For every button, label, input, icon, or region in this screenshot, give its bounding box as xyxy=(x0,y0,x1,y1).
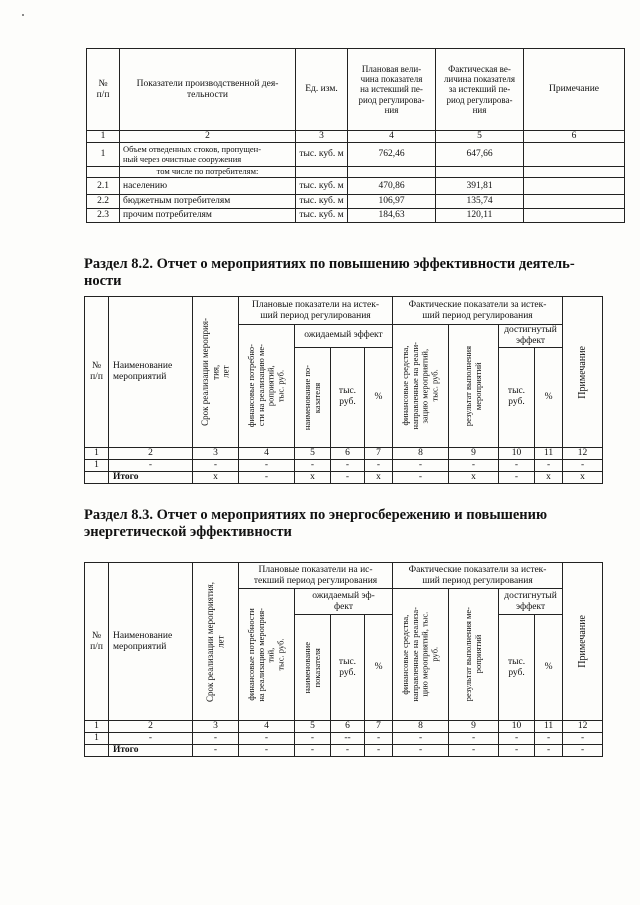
numbering-row xyxy=(85,447,603,459)
cell: - xyxy=(365,459,393,471)
numbering-cell: 2 xyxy=(109,721,193,733)
cell: - xyxy=(193,732,239,744)
efficiency-measures-table xyxy=(84,296,603,484)
numbering-cell: 9 xyxy=(449,721,499,733)
numbering-cell: 5 xyxy=(295,447,331,459)
total-row xyxy=(85,471,603,483)
numbering-cell: 5 xyxy=(436,131,524,143)
row-actual xyxy=(436,167,524,178)
col-rub-header: тыс. руб. xyxy=(331,347,365,447)
numbering-cell: 8 xyxy=(393,447,449,459)
numbering-cell: 2 xyxy=(120,131,296,143)
col-note-header: Примечание xyxy=(524,49,625,131)
cell: - xyxy=(295,744,331,756)
cell: - xyxy=(239,459,295,471)
term-header-text: Срок реализации мероприя- тия, лет xyxy=(199,318,231,426)
row-name: Объем отведенных стоков, пропущен- ный через очистные сооружения xyxy=(120,143,296,167)
cell: - xyxy=(393,744,449,756)
cell: - xyxy=(239,744,295,756)
cell: - xyxy=(563,732,603,744)
total-label: Итого xyxy=(109,744,193,756)
numbering-cell: 12 xyxy=(563,447,603,459)
cell: x xyxy=(535,471,563,483)
cell: - xyxy=(365,732,393,744)
row-name: том числе по потребителям: xyxy=(120,167,296,178)
table-header-row xyxy=(87,49,625,131)
row-note xyxy=(524,178,625,195)
numbering-cell: 3 xyxy=(193,447,239,459)
row-planned: 106,97 xyxy=(348,195,436,209)
numbering-cell: 2 xyxy=(109,447,193,459)
col-fin-spent-header xyxy=(393,589,449,721)
cell: - xyxy=(499,459,535,471)
cell: - xyxy=(449,744,499,756)
result-header-text: результат выполнения мероприятий xyxy=(462,345,483,426)
numbering-cell: 4 xyxy=(239,447,295,459)
achieved-effect-header: достигнутый эффект xyxy=(499,325,563,348)
numbering-row xyxy=(85,721,603,733)
note-header-text: Примечание xyxy=(576,345,588,399)
row-planned: 470,86 xyxy=(348,178,436,195)
numbering-cell: 1 xyxy=(85,721,109,733)
cell: - xyxy=(331,459,365,471)
table-row xyxy=(87,209,625,223)
cell: x xyxy=(295,471,331,483)
cell: x xyxy=(193,471,239,483)
numbering-cell: 6 xyxy=(524,131,625,143)
row-num: 2.3 xyxy=(87,209,120,223)
numbering-cell: 11 xyxy=(535,721,563,733)
term-header-text: Срок реализации мероприятия, лет xyxy=(205,581,226,702)
table-row xyxy=(85,459,603,471)
numbering-cell: 6 xyxy=(331,447,365,459)
cell: - xyxy=(109,732,193,744)
numbering-cell: 10 xyxy=(499,721,535,733)
cell: - xyxy=(393,732,449,744)
row-num xyxy=(87,167,120,178)
cell: - xyxy=(109,459,193,471)
numbering-cell: 4 xyxy=(239,721,295,733)
col-actual-header: Фактическая ве- личина показателя за истекший пе- риод регулирова- ния xyxy=(436,49,524,131)
cell: - xyxy=(365,744,393,756)
numbering-cell: 1 xyxy=(85,447,109,459)
table-row xyxy=(87,167,625,178)
cell: - xyxy=(449,459,499,471)
row-actual: 647,66 xyxy=(436,143,524,167)
cell: - xyxy=(193,459,239,471)
col-num-header: № п/п xyxy=(85,297,109,448)
result-header-text: результат выполнения ме- роприятий xyxy=(462,607,483,702)
cell: - xyxy=(331,471,365,483)
row-planned: 762,46 xyxy=(348,143,436,167)
col-rub-header: тыс. руб. xyxy=(331,615,365,721)
numbering-cell: 10 xyxy=(499,447,535,459)
cell: x xyxy=(563,471,603,483)
col-note-header xyxy=(563,297,603,448)
cell: - xyxy=(449,732,499,744)
row-planned: 184,63 xyxy=(348,209,436,223)
production-indicators-table xyxy=(86,48,625,223)
col-result-header xyxy=(449,325,499,448)
row-name: населению xyxy=(120,178,296,195)
ind-name-header-text: наименование по- казателя xyxy=(301,364,322,430)
section-8-2-title: Раздел 8.2. Отчет о мероприятиях по повышению эффективности деятель- ности xyxy=(84,256,575,289)
numbering-cell: 3 xyxy=(296,131,348,143)
row-unit: тыс. куб. м xyxy=(296,195,348,209)
numbering-cell: 11 xyxy=(535,447,563,459)
numbering-cell: 1 xyxy=(87,131,120,143)
cell: - xyxy=(535,732,563,744)
total-row xyxy=(85,744,603,756)
energy-saving-measures-table xyxy=(84,562,603,757)
row-name: прочим потребителям xyxy=(120,209,296,223)
numbering-cell: 7 xyxy=(365,721,393,733)
row-name: бюджетным потребителям xyxy=(120,195,296,209)
note-header-text: Примечание xyxy=(576,615,588,668)
cell: - xyxy=(535,744,563,756)
planned-group-header: Плановые показатели на истек- ший период регулирования xyxy=(239,297,393,325)
table-header-row xyxy=(85,563,603,589)
cell: - xyxy=(239,471,295,483)
col-rub2-header: тыс. руб. xyxy=(499,615,535,721)
numbering-cell: 12 xyxy=(563,721,603,733)
col-pct2-header: % xyxy=(535,347,563,447)
row-note xyxy=(524,167,625,178)
cell: - xyxy=(499,732,535,744)
col-num-header: № п/п xyxy=(85,563,109,721)
fin-need-header-text: финансовые потребности на реализацию мероприя- тий, тыс. руб. xyxy=(245,607,286,702)
scan-speck xyxy=(22,14,24,16)
row-planned xyxy=(348,167,436,178)
ind-name-header-text: наименование показателя xyxy=(301,641,322,694)
cell: x xyxy=(365,471,393,483)
expected-effect-header: ожидаемый эф- фект xyxy=(295,589,393,615)
col-note-header xyxy=(563,563,603,721)
cell: - xyxy=(563,459,603,471)
col-indicator-name-header xyxy=(295,347,331,447)
row-num: 1 xyxy=(87,143,120,167)
numbering-cell: 3 xyxy=(193,721,239,733)
col-name-header: Наименование мероприятий xyxy=(109,563,193,721)
row-unit: тыс. куб. м xyxy=(296,209,348,223)
planned-group-header: Плановые показатели на ис- текший период регулирования xyxy=(239,563,393,589)
cell: 1 xyxy=(85,459,109,471)
table-row xyxy=(87,143,625,167)
section-8-3-title: Раздел 8.3. Отчет о мероприятиях по энергосбережению и повышению энергетической эффективности xyxy=(84,507,548,540)
col-result-header xyxy=(449,589,499,721)
cell: - xyxy=(193,744,239,756)
col-fin-need-header xyxy=(239,589,295,721)
numbering-cell: 6 xyxy=(331,721,365,733)
col-term-header xyxy=(193,297,239,448)
cell: - xyxy=(295,459,331,471)
row-note xyxy=(524,209,625,223)
cell xyxy=(85,471,109,483)
numbering-cell: 8 xyxy=(393,721,449,733)
row-unit xyxy=(296,167,348,178)
col-term-header xyxy=(193,563,239,721)
row-note xyxy=(524,195,625,209)
cell xyxy=(85,744,109,756)
cell: - xyxy=(393,471,449,483)
actual-group-header: Фактические показатели за истек- ший период регулирования xyxy=(393,297,563,325)
col-rub2-header: тыс. руб. xyxy=(499,347,535,447)
row-unit: тыс. куб. м xyxy=(296,143,348,167)
row-actual: 120,11 xyxy=(436,209,524,223)
fin-spent-header-text: финансовые средства, направленные на реали- зацию мероприятий, тыс. руб. xyxy=(399,342,440,430)
table-row xyxy=(85,732,603,744)
cell: x xyxy=(449,471,499,483)
col-num-header: № п/п xyxy=(87,49,120,131)
row-actual: 135,74 xyxy=(436,195,524,209)
col-pct-header: % xyxy=(365,347,393,447)
cell: - xyxy=(499,744,535,756)
cell: - xyxy=(239,732,295,744)
row-unit: тыс. куб. м xyxy=(296,178,348,195)
total-label: Итого xyxy=(109,471,193,483)
row-num: 2.2 xyxy=(87,195,120,209)
numbering-cell: 4 xyxy=(348,131,436,143)
col-indicator-name-header xyxy=(295,615,331,721)
col-pct2-header: % xyxy=(535,615,563,721)
row-note xyxy=(524,143,625,167)
col-fin-need-header xyxy=(239,325,295,448)
numbering-cell: 5 xyxy=(295,721,331,733)
numbering-row xyxy=(87,131,625,143)
cell: -- xyxy=(331,732,365,744)
col-planned-header: Плановая вели- чина показателя на истекший пе- риод регулирова- ния xyxy=(348,49,436,131)
numbering-cell: 7 xyxy=(365,447,393,459)
cell: - xyxy=(331,744,365,756)
cell: - xyxy=(535,459,563,471)
cell: - xyxy=(499,471,535,483)
cell: 1 xyxy=(85,732,109,744)
table-header-row xyxy=(85,297,603,325)
cell: - xyxy=(393,459,449,471)
fin-need-header-text: финансовые потребно- сти на реализацию ме- роприятий, тыс. руб. xyxy=(245,344,286,428)
achieved-effect-header: достигнутый эффект xyxy=(499,589,563,615)
col-fin-spent-header xyxy=(393,325,449,448)
expected-effect-header: ожидаемый эффект xyxy=(295,325,393,348)
table-row xyxy=(87,195,625,209)
row-actual: 391,81 xyxy=(436,178,524,195)
actual-group-header: Фактические показатели за истек- ший период регулирования xyxy=(393,563,563,589)
cell: - xyxy=(295,732,331,744)
col-indicator-header: Показатели производственной дея- тельности xyxy=(120,49,296,131)
col-pct-header: % xyxy=(365,615,393,721)
fin-spent-header-text: финансовые средства, направленные на реализа- цию мероприятий, тыс. руб. xyxy=(400,607,440,702)
col-unit-header: Ед. изм. xyxy=(296,49,348,131)
col-name-header: Наименование мероприятий xyxy=(109,297,193,448)
cell: - xyxy=(563,744,603,756)
table-row xyxy=(87,178,625,195)
row-num: 2.1 xyxy=(87,178,120,195)
numbering-cell: 9 xyxy=(449,447,499,459)
